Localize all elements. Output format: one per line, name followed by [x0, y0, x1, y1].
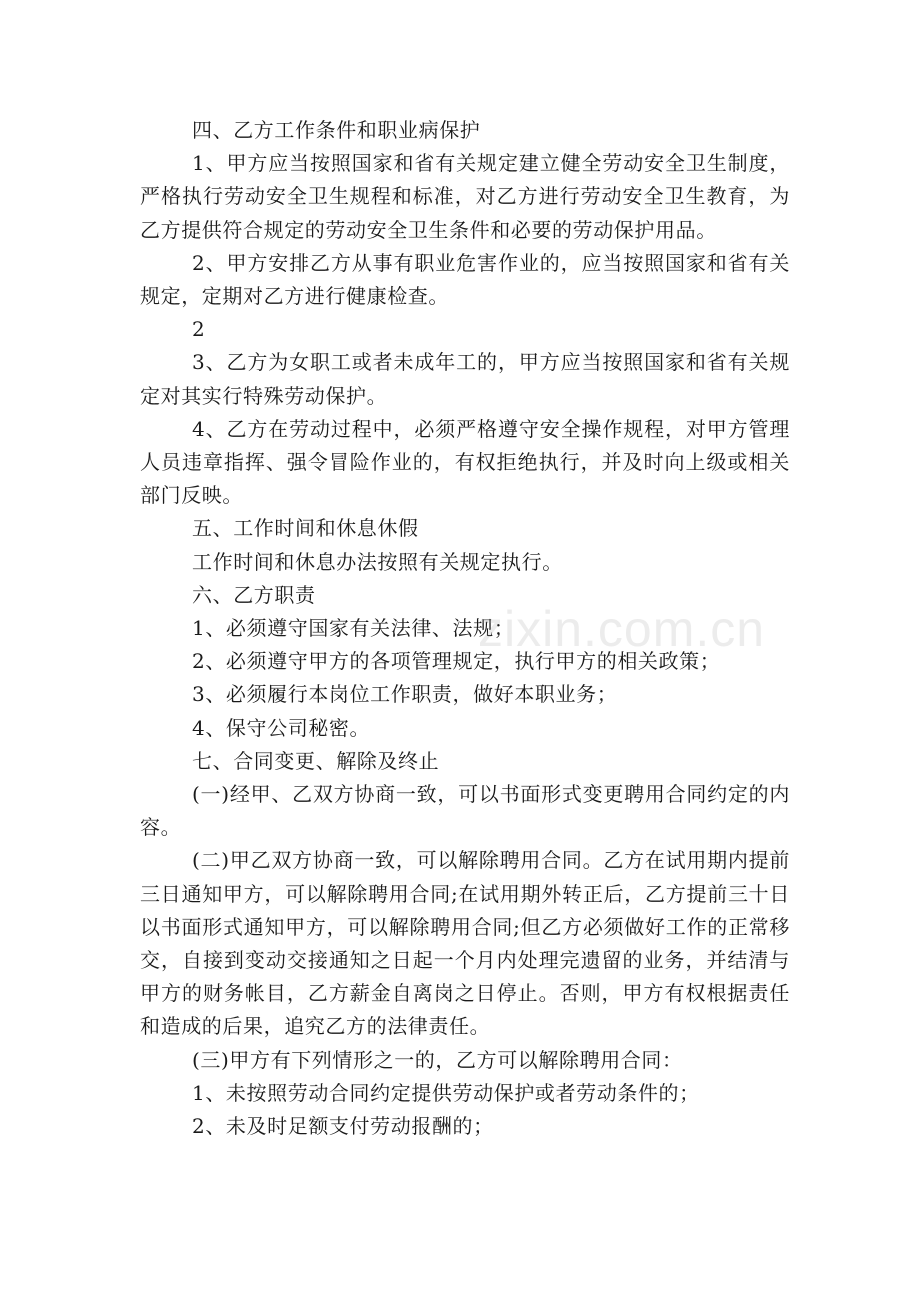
list-item: 4、保守公司秘密。 — [192, 715, 371, 740]
list-item: 1、未按照劳动合同约定提供劳动保护或者劳动条件的； — [192, 1080, 700, 1105]
section-heading-working-conditions: 四、乙方工作条件和职业病保护 — [192, 118, 481, 142]
list-item: 2、未及时足额支付劳动报酬的； — [192, 1114, 494, 1139]
list-item: 2、必须遵守甲方的各项管理规定，执行甲方的相关政策； — [192, 649, 721, 674]
clause-paragraph: 3、乙方为女职工或者未成年工的，甲方应当按照国家和省有关规定对其实行特殊劳动保护。 — [140, 350, 790, 408]
page-number: 2 — [192, 317, 206, 342]
watermark: zixin.com.cn — [478, 601, 766, 657]
list-item: 3、必须履行本岗位工作职责，做好本职业务； — [192, 682, 618, 707]
clause-paragraph: 1、甲方应当按照国家和省有关规定建立健全劳动安全卫生制度，严格执行劳动安全卫生规程和标准，对乙方进行劳动安全卫生教育，为乙方提供符合规定的劳动安全卫生条件和必要的劳动保护用品。 — [140, 151, 790, 242]
clause-paragraph: (一)经甲、乙双方协商一致，可以书面形式变更聘用合同约定的内容。 — [140, 782, 790, 840]
clause-paragraph: (二)甲乙双方协商一致，可以解除聘用合同。乙方在试用期内提前三日通知甲方，可以解除聘用合同;在试用期外转正后，乙方提前三十日以书面形式通知甲方，可以解除聘用合同;但乙方必须做好工作的正常移交，自接到变动交接通知之日起一个月内处理完遗留的业务，并结清与甲方的财务帐目，乙方薪金自离岗之日停止。否则，甲方有权根据责任和造成的后果，追究乙方的法律责任。 — [140, 848, 790, 1039]
section-heading-working-hours: 五、工作时间和休息休假 — [192, 516, 419, 541]
clause-paragraph: 工作时间和休息办法按照有关规定执行。 — [192, 549, 563, 574]
document-body — [140, 114, 790, 1143]
clause-paragraph: 2、甲方安排乙方从事有职业危害作业的，应当按照国家和省有关规定，定期对乙方进行健康检查。 — [140, 250, 790, 309]
list-item: 1、必须遵守国家有关法律、法规； — [192, 616, 515, 641]
section-heading-duties: 六、乙方职责 — [192, 582, 316, 607]
clause-paragraph: (三)甲方有下列情形之一的，乙方可以解除聘用合同： — [192, 1047, 683, 1072]
section-heading-contract-changes: 七、合同变更、解除及终止 — [192, 748, 440, 773]
clause-paragraph: 4、乙方在劳动过程中，必须严格遵守安全操作规程，对甲方管理人员违章指挥、强令冒险作业的，有权拒绝执行，并及时向上级或相关部门反映。 — [140, 416, 790, 508]
